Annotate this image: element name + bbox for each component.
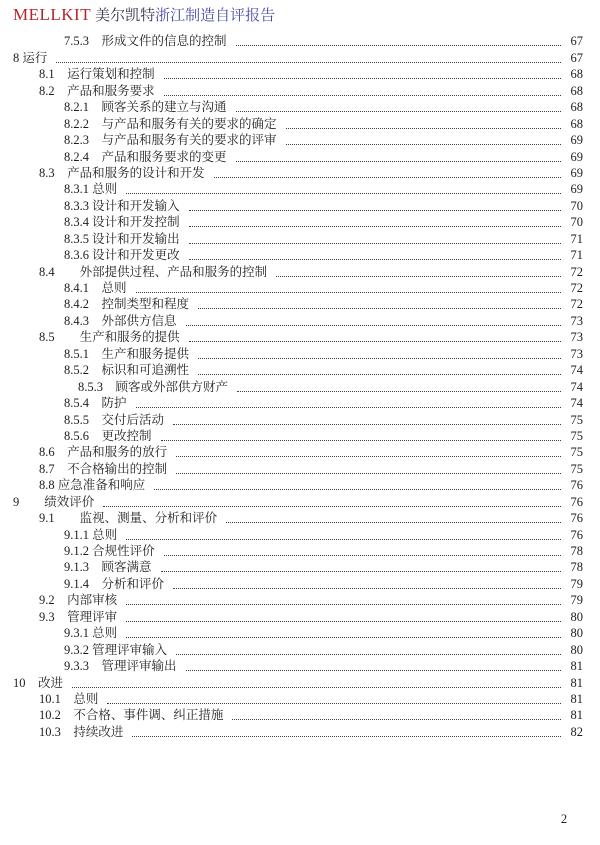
toc-page-number: 69 — [570, 149, 583, 164]
toc-entry-label: 8.3.1 总则 — [64, 182, 118, 197]
toc-page-number: 74 — [570, 379, 583, 394]
toc-page-number: 81 — [570, 708, 583, 723]
toc-row — [13, 691, 583, 707]
toc-entry-label: 8.5 生产和服务的提供 — [39, 330, 180, 345]
toc-dots-leader — [126, 637, 561, 638]
toc-row — [13, 345, 583, 361]
toc-row — [13, 510, 583, 526]
toc-row — [13, 33, 583, 49]
toc-dots-leader — [236, 161, 561, 162]
toc-entry-label: 8.3.4 设计和开发控制 — [64, 215, 180, 230]
toc-row — [13, 543, 583, 559]
toc-entry-label: 8.2.4 产品和服务要求的变更 — [64, 149, 227, 164]
toc-page-number: 73 — [570, 313, 583, 328]
toc-row — [13, 66, 583, 82]
toc-row — [13, 460, 583, 476]
toc-dots-leader — [107, 703, 561, 704]
toc-dots-leader — [189, 243, 561, 244]
toc-page-number: 68 — [570, 67, 583, 82]
toc-page-number: 75 — [570, 428, 583, 443]
toc-page-number: 67 — [570, 34, 583, 49]
toc-entry-label: 8.3 产品和服务的设计和开发 — [39, 165, 205, 180]
toc-entry-label: 9.1 监视、测量、分析和评价 — [39, 511, 218, 526]
toc-dots-leader — [164, 78, 561, 79]
toc-entry-label: 8.3.3 设计和开发输入 — [64, 198, 180, 213]
toc-page-number: 70 — [570, 215, 583, 230]
toc-entry-label: 8.6 产品和服务的放行 — [39, 445, 168, 460]
toc-row — [13, 280, 583, 296]
toc-row — [13, 329, 583, 345]
toc-dots-leader — [198, 358, 561, 359]
toc-entry-label: 9.2 内部审核 — [39, 593, 118, 608]
toc-dots-leader — [126, 193, 561, 194]
toc-dots-leader — [232, 719, 561, 720]
toc-entry-label: 10.2 不合格、事件调、纠正措施 — [39, 708, 224, 723]
toc-row — [13, 723, 583, 739]
toc-page-number: 80 — [570, 626, 583, 641]
toc-row — [13, 247, 583, 263]
toc-dots-leader — [186, 325, 561, 326]
toc-entry-label: 8.2 产品和服务要求 — [39, 83, 155, 98]
toc-page-number: 72 — [570, 264, 583, 279]
toc-entry-label: 8.3.6 设计和开发更改 — [64, 248, 180, 263]
toc-dots-leader — [126, 621, 561, 622]
toc-entry-label: 10 改进 — [13, 675, 64, 690]
toc-page-number: 69 — [570, 182, 583, 197]
toc-page-number: 73 — [570, 346, 583, 361]
toc-dots-leader — [126, 539, 561, 540]
toc-row — [13, 49, 583, 65]
toc-page-number: 81 — [570, 675, 583, 690]
toc-dots-leader — [189, 210, 561, 211]
toc-row — [13, 493, 583, 509]
toc-row — [13, 181, 583, 197]
toc-dots-leader — [189, 341, 561, 342]
toc-row — [13, 395, 583, 411]
toc-row — [13, 296, 583, 312]
toc-row — [13, 214, 583, 230]
toc-page-number: 69 — [570, 133, 583, 148]
toc-page-number: 69 — [570, 165, 583, 180]
toc-row — [13, 592, 583, 608]
toc-dots-leader — [214, 177, 561, 178]
toc-page-number: 81 — [570, 659, 583, 674]
toc-row — [13, 608, 583, 624]
toc-page-number: 71 — [570, 248, 583, 263]
toc-row — [13, 674, 583, 690]
toc-entry-label: 8.5.2 标识和可追溯性 — [64, 363, 190, 378]
toc-entry-label: 8.5.3 顾客或外部供方财产 — [78, 379, 229, 394]
toc-row — [13, 559, 583, 575]
toc-dots-leader — [236, 45, 561, 46]
toc-dots-leader — [236, 111, 561, 112]
toc-dots-leader — [237, 391, 561, 392]
toc-row — [13, 526, 583, 542]
toc-page-number: 76 — [570, 478, 583, 493]
toc-entry-label: 9.3.2 管理评审输入 — [64, 642, 168, 657]
toc-entry-label: 9.1.4 分析和评价 — [64, 576, 165, 591]
toc-page-number: 72 — [570, 281, 583, 295]
toc-entry-label: 9.3 管理评审 — [39, 609, 118, 624]
toc-row — [13, 115, 583, 131]
toc-dots-leader — [276, 276, 561, 277]
toc-row — [13, 411, 583, 427]
toc-page-number: 76 — [570, 527, 583, 542]
toc-entry-label: 8.1 运行策划和控制 — [39, 67, 155, 82]
toc-row — [13, 378, 583, 394]
toc-entry-label: 8.2.3 与产品和服务有关的要求的评审 — [64, 133, 277, 148]
toc-entry-label: 8 运行 — [13, 50, 48, 65]
toc-row — [13, 428, 583, 444]
toc-entry-label: 9.1.3 顾客满意 — [64, 560, 152, 575]
toc-entry-label: 8.8 应急准备和响应 — [39, 478, 146, 493]
toc-page-number: 72 — [570, 297, 583, 312]
toc-entry-label: 9.3.3 管理评审输出 — [64, 659, 177, 674]
page-header — [13, 5, 275, 26]
toc-dots-leader — [198, 308, 561, 309]
toc-row — [13, 230, 583, 246]
toc-page-number: 68 — [570, 100, 583, 115]
toc-row — [13, 362, 583, 378]
toc-page-number: 68 — [570, 116, 583, 131]
toc-page-number: 67 — [570, 50, 583, 65]
toc-page-number: 75 — [570, 445, 583, 460]
toc-dots-leader — [286, 128, 561, 129]
toc-dots-leader — [176, 654, 561, 655]
toc-dots-leader — [161, 571, 561, 572]
toc-row — [13, 148, 583, 164]
toc-dots-leader — [189, 226, 561, 227]
toc-row — [13, 165, 583, 181]
toc-dots-leader — [226, 522, 561, 523]
toc-page-number: 82 — [570, 724, 583, 739]
toc-dots-leader — [56, 62, 561, 63]
toc-row — [13, 312, 583, 328]
toc-dots-leader — [161, 440, 561, 441]
toc-entry-label: 8.5.4 防护 — [64, 396, 127, 411]
toc-dots-leader — [72, 687, 561, 688]
toc-page-number: 73 — [570, 330, 583, 345]
toc-page-number: 76 — [570, 494, 583, 509]
toc-entry-label: 9 绩效评价 — [13, 494, 95, 509]
toc-entry-label: 8.4 外部提供过程、产品和服务的控制 — [39, 264, 268, 279]
toc-entry-label: 7.5.3 形成文件的信息的控制 — [64, 34, 227, 49]
toc-page-number: 74 — [570, 363, 583, 378]
toc-entry-label: 10.3 持续改进 — [39, 724, 124, 739]
toc-dots-leader — [136, 292, 561, 293]
company-logo-text: MELLKIT — [13, 5, 92, 24]
toc-row — [13, 477, 583, 493]
toc-page-number: 78 — [570, 544, 583, 558]
toc-row — [13, 82, 583, 98]
toc-row — [13, 625, 583, 641]
toc-entry-label: 8.4.3 外部供方信息 — [64, 313, 177, 328]
toc-entry-label: 8.3.5 设计和开发输出 — [64, 231, 180, 246]
toc-row — [13, 707, 583, 723]
toc-dots-leader — [164, 95, 561, 96]
toc-dots-leader — [154, 489, 561, 490]
toc-dots-leader — [186, 670, 561, 671]
toc-dots-leader — [189, 259, 561, 260]
toc-dots-leader — [173, 424, 561, 425]
footer-page-number: 2 — [560, 812, 568, 826]
toc-page-number: 68 — [570, 83, 583, 98]
toc-row — [13, 658, 583, 674]
toc-entry-label: 8.5.6 更改控制 — [64, 428, 152, 443]
toc-entry-label: 8.2.2 与产品和服务有关的要求的确定 — [64, 116, 277, 131]
toc-page-number: 79 — [570, 593, 583, 608]
toc-dots-leader — [164, 555, 561, 556]
toc-row — [13, 99, 583, 115]
toc-page-number: 75 — [570, 412, 583, 427]
toc-page-number: 76 — [570, 511, 583, 526]
toc-dots-leader — [198, 374, 561, 375]
toc-dots-leader — [176, 456, 561, 457]
toc-row — [13, 197, 583, 213]
toc-dots-leader — [103, 506, 561, 507]
toc-page-number: 79 — [570, 576, 583, 591]
toc-dots-leader — [176, 473, 561, 474]
toc-dots-leader — [173, 588, 561, 589]
toc-page-number: 71 — [570, 231, 583, 246]
toc-dots-leader — [286, 144, 561, 145]
report-title-company: 美尔凯特 — [95, 8, 156, 24]
toc-entry-label: 9.3.1 总则 — [64, 626, 118, 641]
toc-entry-label: 10.1 总则 — [39, 691, 99, 706]
toc-entry-label: 8.2.1 顾客关系的建立与沟通 — [64, 100, 227, 115]
toc-entry-label: 8.7 不合格输出的控制 — [39, 461, 168, 476]
toc-dots-leader — [126, 604, 561, 605]
toc-list — [13, 33, 583, 740]
report-title-subject: 浙江制造自评报告 — [155, 8, 276, 24]
toc-entry-label: 8.5.5 交付后活动 — [64, 412, 165, 427]
toc-entry-label: 9.1.2 合规性评价 — [64, 544, 155, 558]
toc-page-number: 78 — [570, 560, 583, 575]
toc-entry-label: 8.5.1 生产和服务提供 — [64, 346, 190, 361]
toc-page-number: 74 — [570, 396, 583, 411]
toc-page-number: 70 — [570, 198, 583, 213]
toc-dots-leader — [132, 736, 561, 737]
toc-entry-label: 8.4.2 控制类型和程度 — [64, 297, 190, 312]
toc-page-number: 75 — [570, 461, 583, 476]
toc-row — [13, 132, 583, 148]
toc-row — [13, 575, 583, 591]
toc-page-number: 80 — [570, 642, 583, 657]
toc-page-number: 81 — [570, 691, 583, 706]
toc-page-number: 80 — [570, 609, 583, 624]
toc-dots-leader — [136, 407, 561, 408]
toc-entry-label: 8.4.1 总则 — [64, 281, 127, 295]
toc-row — [13, 263, 583, 279]
toc-entry-label: 9.1.1 总则 — [64, 527, 118, 542]
toc-row — [13, 444, 583, 460]
toc-row — [13, 641, 583, 657]
